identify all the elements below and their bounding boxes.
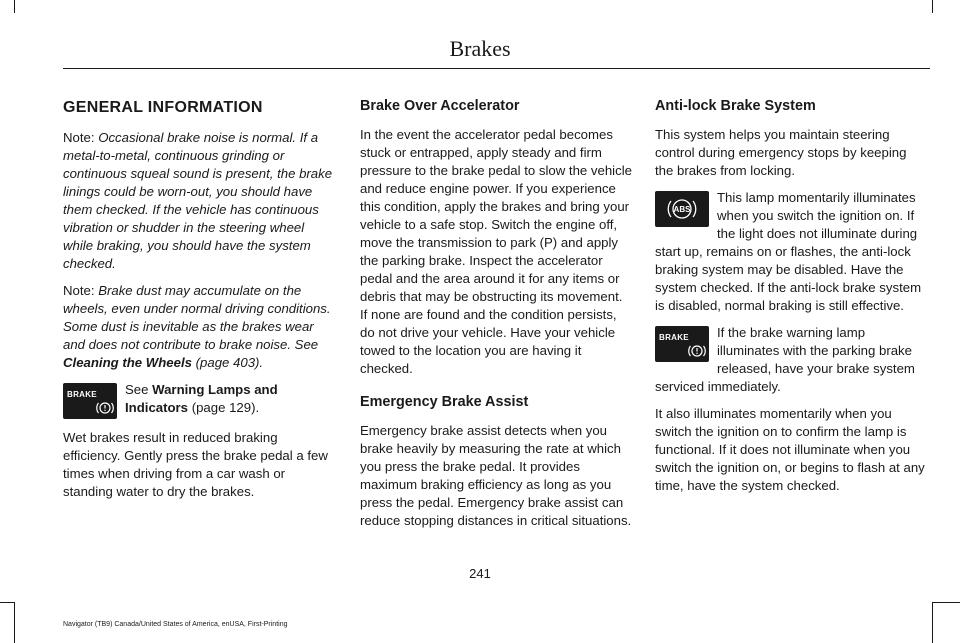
page-number: 241 — [469, 566, 491, 581]
brake-warning-lamp-icon — [63, 383, 117, 419]
brake-symbol-icon — [63, 383, 117, 419]
cross-reference-link[interactable]: Cleaning the Wheels — [63, 355, 192, 370]
icon-label: BRAKE — [659, 333, 689, 342]
body-paragraph: This system helps you maintain steering control during emergency stops by keeping the brakes from locking. — [655, 127, 907, 178]
page-reference: (page 129). — [188, 400, 260, 415]
crop-mark — [14, 602, 15, 643]
column-2 — [360, 96, 633, 539]
column-3 — [655, 96, 928, 504]
crop-mark — [932, 602, 960, 603]
header-rule — [63, 68, 930, 69]
subsection-heading: Brake Over Accelerator — [360, 98, 520, 114]
subsection-heading: Emergency Brake Assist — [360, 394, 529, 410]
crop-mark — [932, 602, 933, 643]
abs-warning-lamp-icon — [655, 191, 709, 227]
icon-label: BRAKE — [67, 390, 97, 399]
abs-symbol-icon — [655, 191, 709, 227]
body-paragraph — [655, 324, 928, 396]
body-paragraph — [655, 189, 928, 315]
brake-symbol-icon — [655, 326, 709, 362]
body-paragraph: It also illuminates momentarily when you switch the ignition on to confirm the lamp is functional. If it does not illuminate when you switch the ignition on, or begins to flash at any time, have the system checked. — [655, 406, 925, 493]
brake-paragraph-text: If the brake warning lamp illuminates with the parking brake released, have your brake system serviced immediately. — [655, 325, 915, 394]
cross-reference-link[interactable]: Warning Lamps and Indicators — [125, 382, 278, 415]
note-label: Note: — [63, 283, 95, 298]
note-paragraph — [63, 129, 336, 273]
page-title: Brakes — [449, 36, 511, 61]
see-prefix: See — [125, 382, 153, 397]
note-text: Brake dust may accumulate on the wheels, even under normal driving conditions. Some dust is inevitable as the brakes wear and does not contribute to brake noise. See — [63, 283, 331, 352]
crop-mark — [0, 602, 14, 603]
body-paragraph: In the event the accelerator pedal becomes stuck or entrapped, apply steady and firm pressure to the brake pedal to slow the vehicle and reduce engine power. If you experience this condition, apply the brakes and bring your vehicle to a safe stop. Switch the engine off, move the transmission to park (P) and apply the parking brake. Inspect the accelerator pedal and the area around it for any items or debris that may be obstructing its movement. If none are found and the condition persists, do not drive your vehicle. Have your vehicle towed to the location you are having it checked. — [360, 127, 632, 376]
note-text: Occasional brake noise is normal. If a metal-to-metal, continuous grinding or continuous squeal sound is present, the brake linings could be worn-out, you should have them checked. If the vehicle has continuous vibration or shudder in the steering wheel while braking, you should have the system checked. — [63, 130, 333, 271]
abs-icon-text: ABS — [673, 205, 691, 214]
crop-mark — [14, 0, 15, 13]
page-reference: (page 403). — [191, 355, 264, 370]
crop-mark — [932, 0, 933, 13]
warning-figure — [63, 381, 336, 419]
section-heading: GENERAL INFORMATION — [63, 99, 263, 116]
printing-info: Navigator (TB9) Canada/United States of America, enUSA, First-Printing — [63, 621, 288, 628]
body-paragraph: Wet brakes result in reduced braking efficiency. Gently press the brake pedal a few times when driving from a car wash or standing water to dry the brakes. — [63, 430, 328, 499]
body-paragraph: Emergency brake assist detects when you brake heavily by measuring the rate at which you press the brake pedal. It provides maximum braking efficiency as long as you press the pedal. Emergency brake assist can reduce stopping distances in critical situations. — [360, 423, 632, 528]
note-paragraph — [63, 282, 336, 372]
abs-paragraph-text: This lamp momentarily illuminates when you switch the ignition on. If the light does not illuminate during start up, remains on or flashes, the anti-lock braking system may be disabled. Have the system checked. If the anti-lock brake system is disabled, normal braking is still effective. — [655, 190, 922, 313]
note-label: Note: — [63, 130, 95, 145]
brake-warning-lamp-icon — [655, 326, 709, 362]
subsection-heading: Anti-lock Brake System — [655, 98, 816, 114]
column-1 — [63, 96, 336, 510]
